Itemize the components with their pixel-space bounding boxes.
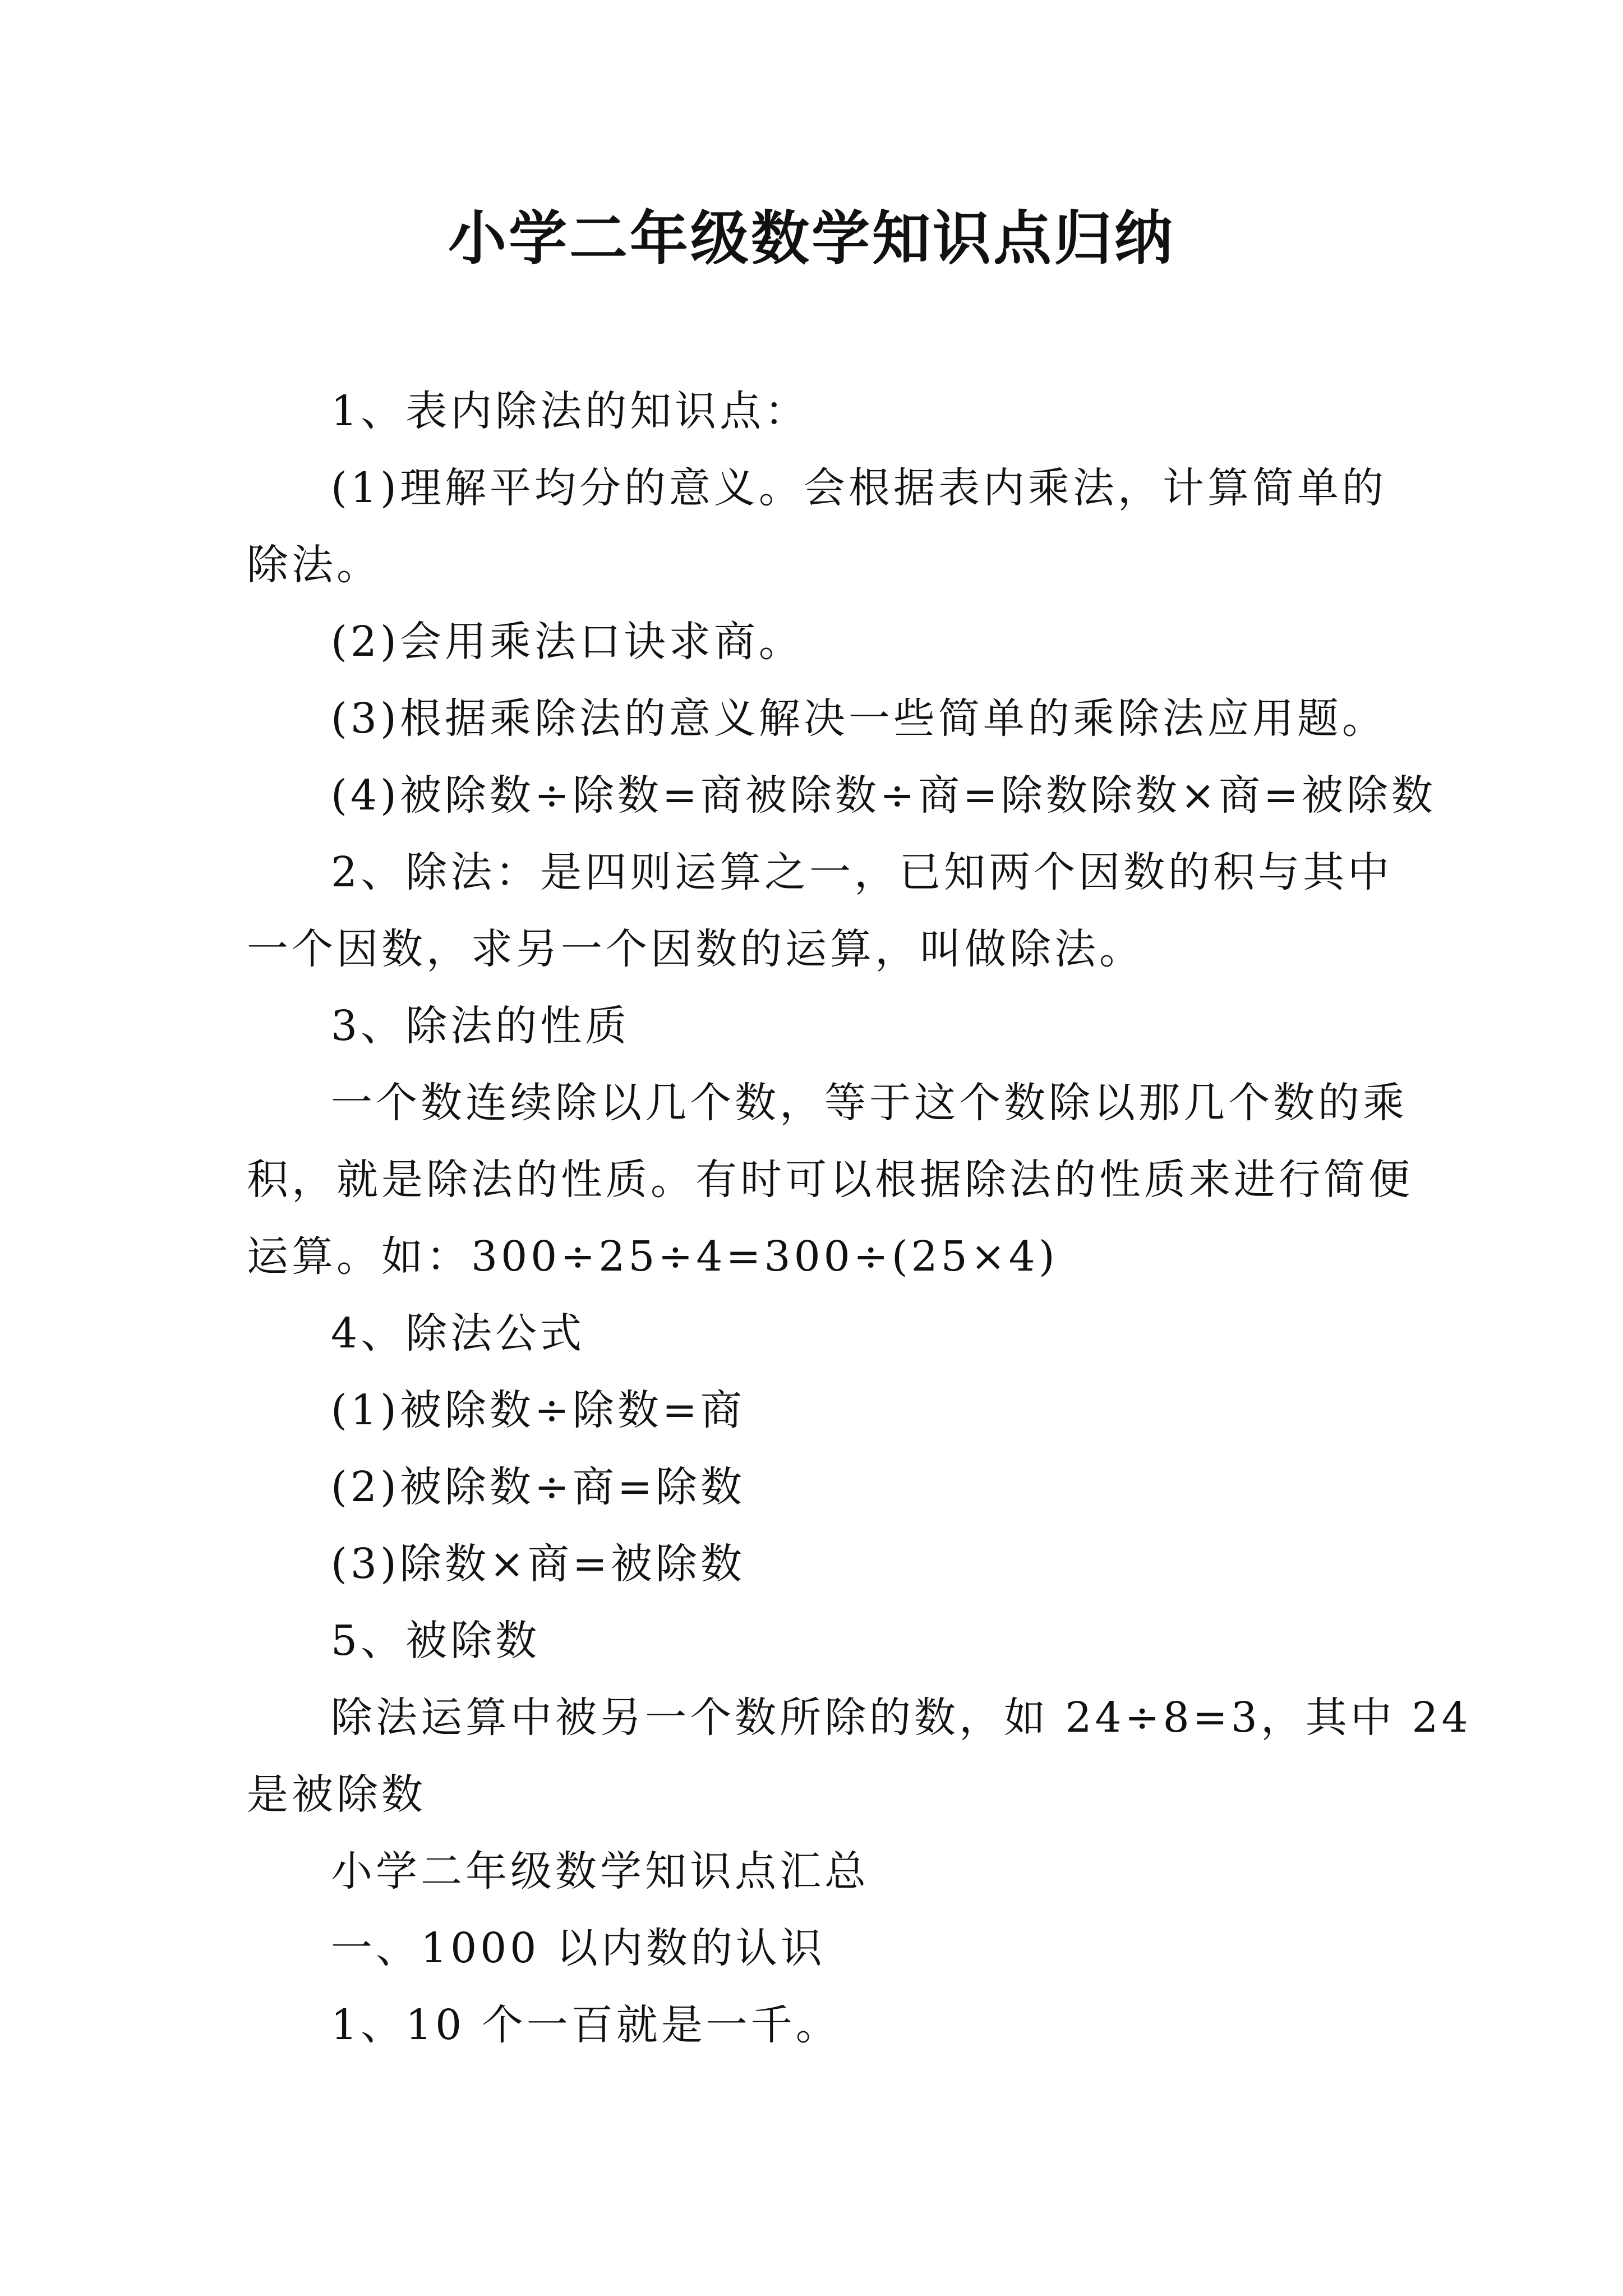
text-line: 除法运算中被另一个数所除的数，如 24÷8=3，其中 24 — [331, 1694, 1472, 1742]
text-line: 1、10 个一百就是一千。 — [331, 2001, 841, 2049]
text-line: 是被除数 — [247, 1770, 426, 1819]
text-line: (3)根据乘除法的意义解决一些简单的乘除法应用题。 — [331, 694, 1387, 743]
text-line: 4、除法公式 — [331, 1309, 585, 1358]
text-line: 除法。 — [247, 541, 381, 589]
document-body — [247, 373, 1472, 2064]
text-line: 1、表内除法的知识点： — [331, 387, 810, 435]
text-line: 2、除法：是四则运算之一，已知两个因数的积与其中 — [331, 848, 1393, 896]
text-line: 运算。如：300÷25÷4=300÷(25×4) — [247, 1232, 1058, 1281]
text-line: (2)会用乘法口诀求商。 — [331, 618, 804, 666]
text-line: 小学二年级数学知识点汇总 — [331, 1847, 869, 1895]
text-line: (2)被除数÷商=除数 — [331, 1463, 745, 1511]
text-line: 5、被除数 — [331, 1617, 541, 1665]
text-line: 3、除法的性质 — [331, 1002, 630, 1050]
text-line: (4)被除数÷除数=商被除数÷商=除数除数×商=被除数 — [331, 771, 1436, 820]
text-line: 一、1000 以内数的认识 — [331, 1924, 826, 1972]
text-line: (3)除数×商=被除数 — [331, 1540, 745, 1588]
text-line: 一个因数，求另一个因数的运算，叫做除法。 — [247, 925, 1144, 973]
document-title: 小学二年级数学知识点归纳 — [448, 204, 1175, 273]
text-line: (1)被除数÷除数=商 — [331, 1386, 745, 1434]
text-line: (1)理解平均分的意义。会根据表内乘法，计算简单的 — [331, 464, 1387, 512]
text-line: 一个数连续除以几个数，等于这个数除以那几个数的乘 — [331, 1079, 1408, 1127]
text-line: 积，就是除法的性质。有时可以根据除法的性质来进行简便 — [247, 1156, 1413, 1204]
